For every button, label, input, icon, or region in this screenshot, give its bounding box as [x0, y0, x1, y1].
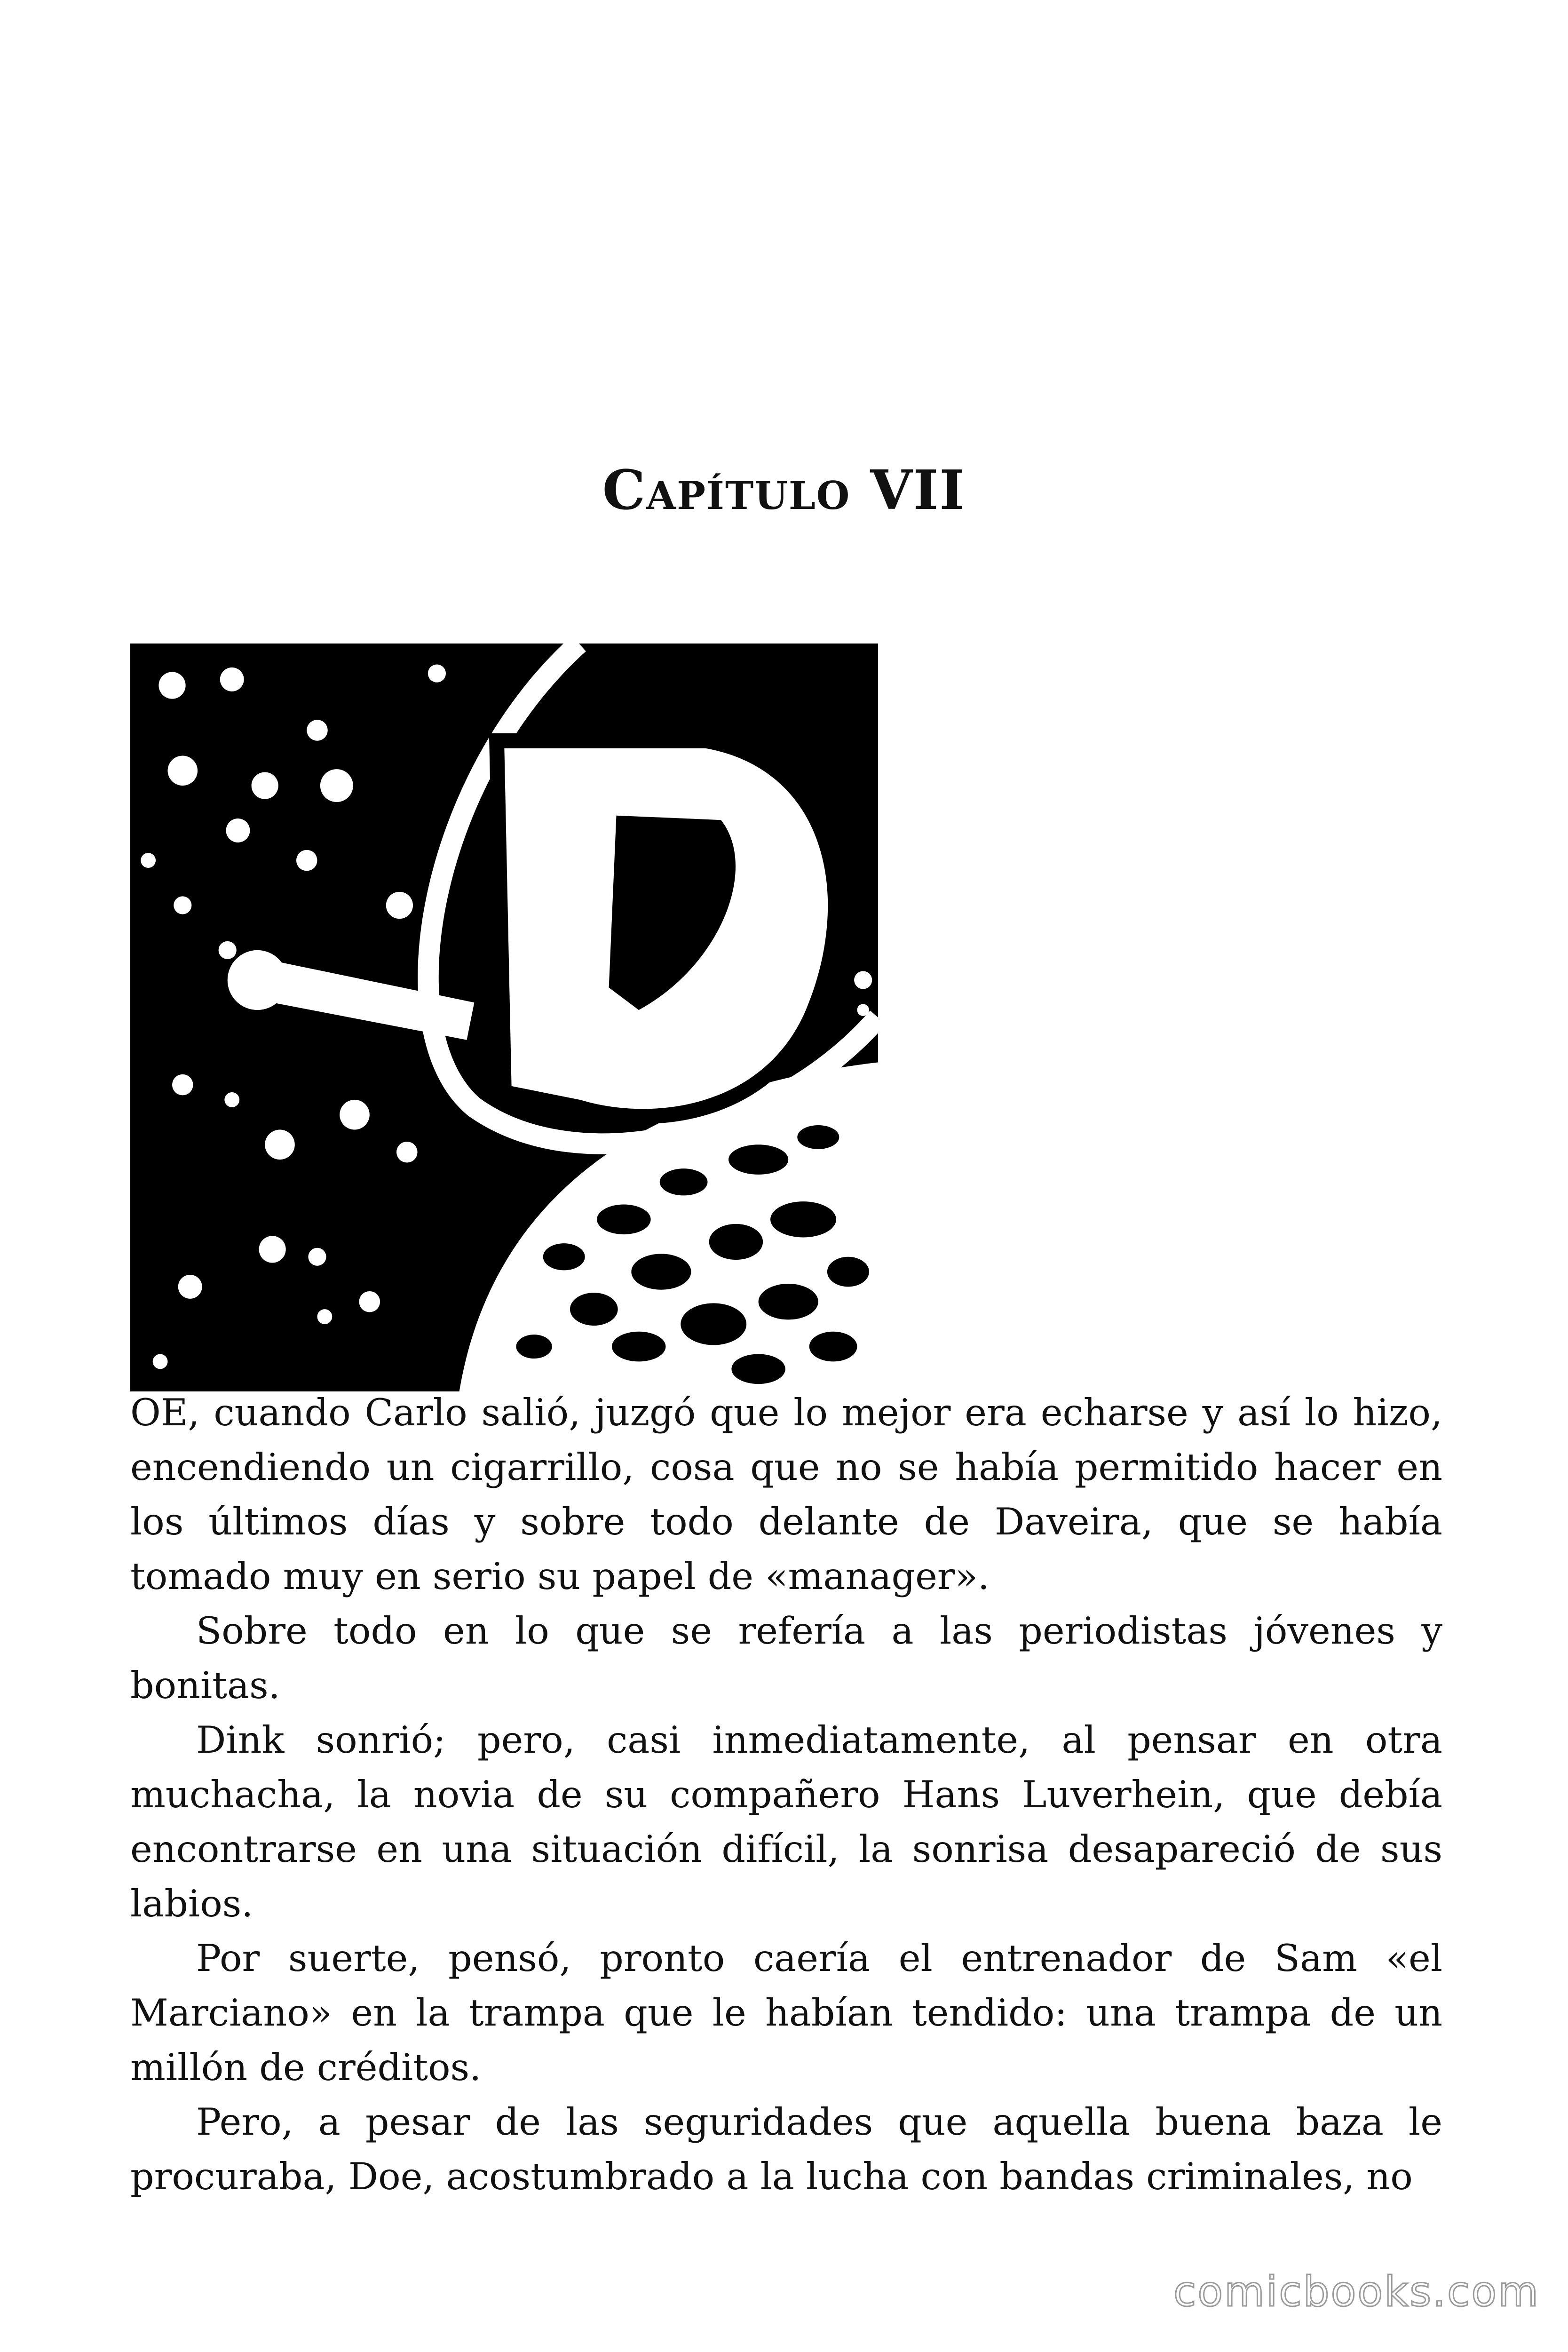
watermark: comicbooks.com: [1173, 2267, 1540, 2316]
paragraph: Por suerte, pensó, pronto caería el entrenador de Sam «el Marciano» en la trampa que le habían tendido: una trampa de un millón de créditos.: [130, 1937, 1442, 2089]
dropcap-artwork: [130, 644, 878, 1391]
paragraph: OE, cuando Carlo salió, juzgó que lo mejor era echarse y así lo hizo, encendiendo un cigarrillo, cosa que no se había permitido hacer en los últimos días y sobre todo delante de Daveira, que se había tomado muy en serio su papel de «manager».: [130, 1391, 1442, 1598]
dropcap-letter-d: [497, 741, 835, 1117]
chapter-title: Capítulo VII: [602, 459, 966, 522]
paragraph: Pero, a pesar de las seguridades que aquella buena baza le procuraba, Doe, acostumbrado a la lucha con bandas criminales, no: [130, 2100, 1442, 2198]
dropcap-illustration: [130, 644, 878, 1391]
paragraph: Dink sonrió; pero, casi inmediatamente, al pensar en otra muchacha, la novia de su compañero Hans Luverhein, que debía encontrarse en una situación difícil, la sonrisa desapareció de sus labios.: [130, 1718, 1442, 1925]
paragraph: Sobre todo en lo que se refería a las periodistas jóvenes y bonitas.: [130, 1609, 1442, 1707]
body-text: [130, 1385, 1442, 2204]
